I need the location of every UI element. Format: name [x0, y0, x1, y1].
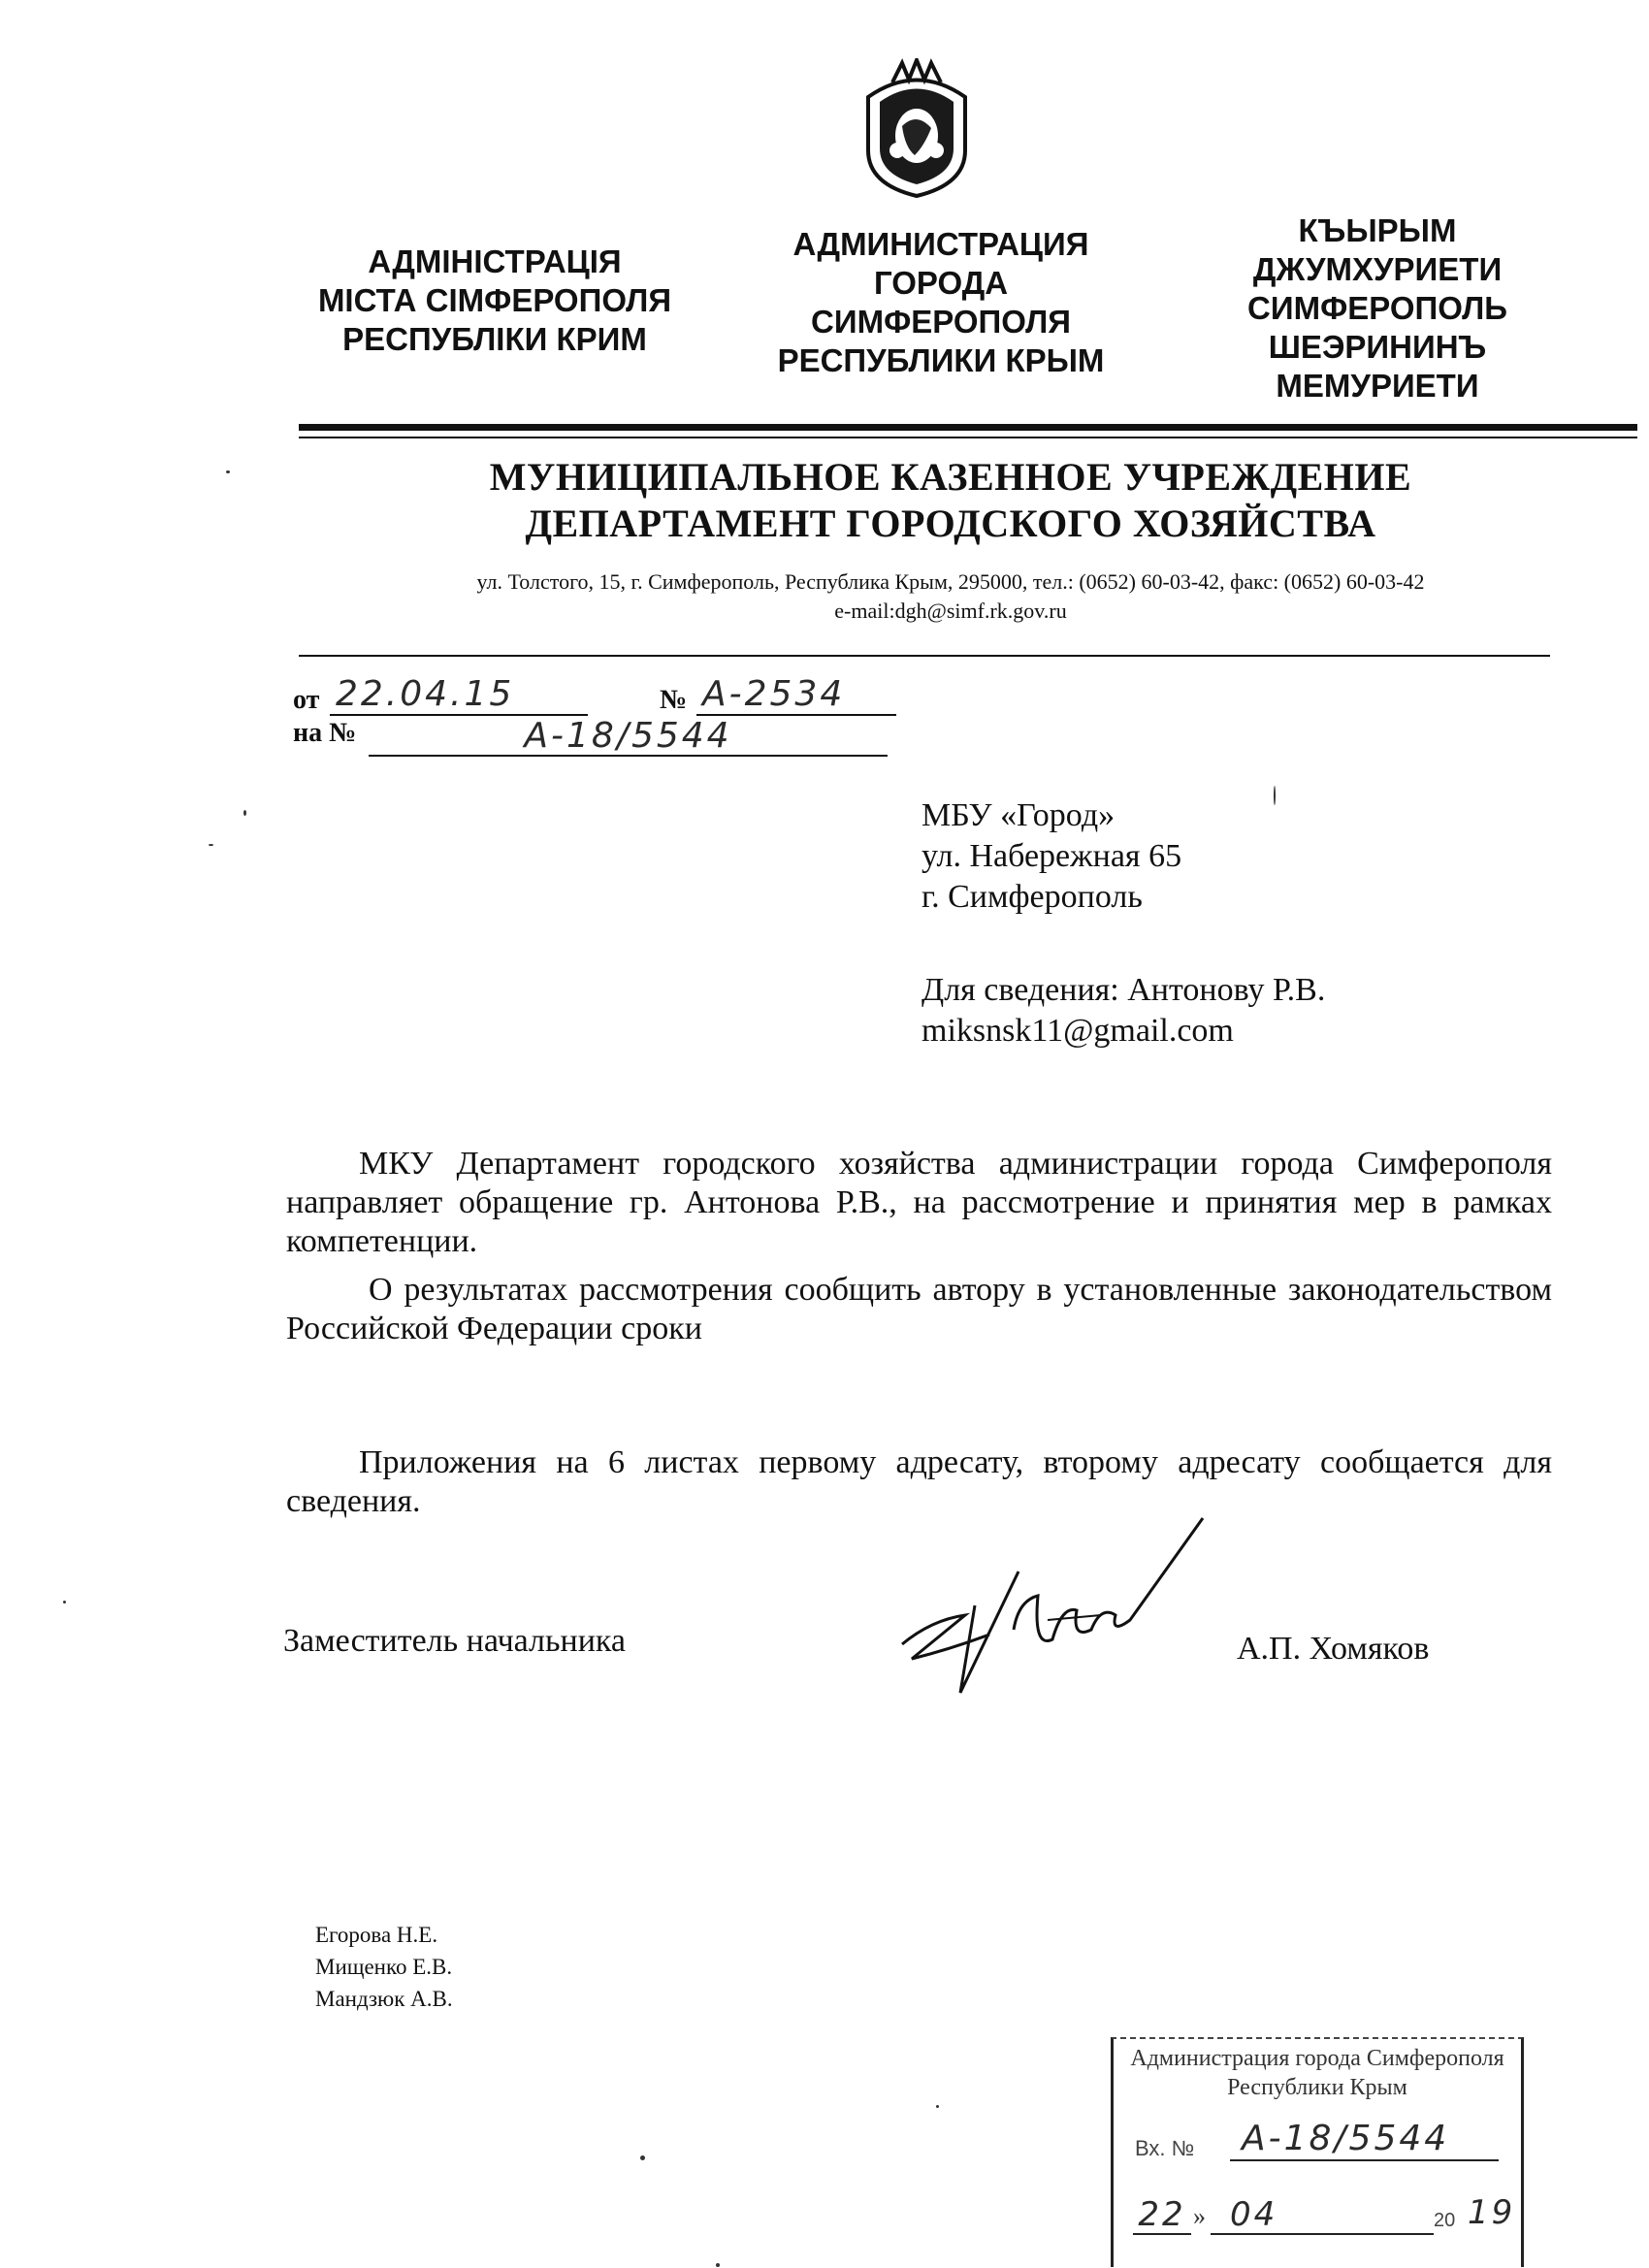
recipient-block	[922, 795, 1600, 918]
body-paragraph-1: МКУ Департамент городского хозяйства администрации города Симферополя направляет обращение гр. Антонова Р.В., на рассмотрение и принятия мер в рамках компетенции.	[286, 1146, 1552, 1259]
executor-name: Мищенко Е.В.	[315, 1955, 453, 1979]
outgoing-date: 22.04.15	[330, 675, 588, 716]
header-ukrainian	[301, 243, 689, 359]
body-paragraph-3: Приложения на 6 листах первому адресату, второму адресату сообщается для сведения.	[286, 1444, 1552, 1519]
recipient-email: miksnsk11@gmail.com	[922, 1013, 1234, 1049]
stamp-day: 22	[1133, 2196, 1191, 2235]
scan-speck	[63, 1601, 66, 1604]
header-ru-line: АДМИНИСТРАЦИЯ	[792, 226, 1089, 262]
header-ua-line: АДМІНІСТРАЦІЯ	[368, 243, 622, 279]
for-information-recipient: Для сведения: Антонову Р.В.	[922, 972, 1326, 1008]
outgoing-number: А-2534	[696, 675, 896, 716]
header-ct-line: ДЖУМХУРИЕТИ	[1252, 251, 1503, 287]
header-ru-line: ГОРОДА	[873, 265, 1009, 301]
stamp-quote-mark: »	[1193, 2202, 1206, 2230]
reference-number: А-18/5544	[369, 718, 888, 757]
executor-name: Мандзюк А.В.	[315, 1987, 453, 2011]
organization-line-2: ДЕПАРТАМЕНТ ГОРОДСКОГО ХОЗЯЙСТВА	[525, 502, 1376, 545]
stamp-year-prefix: 20	[1434, 2210, 1456, 2231]
header-ru-line: СИМФЕРОПОЛЯ	[811, 304, 1071, 340]
stamp-region: Республики Крым	[1227, 2075, 1407, 2100]
organization-address: ул. Толстого, 15, г. Симферополь, Республика Крым, 295000, тел.: (0652) 60-03-42, факс: (0652) 60-03-42	[476, 569, 1425, 594]
date-label: от	[293, 685, 320, 715]
scan-speck	[243, 810, 246, 816]
recipient-line: г. Симферополь	[922, 879, 1143, 915]
organization-line-1: МУНИЦИПАЛЬНОЕ КАЗЕННОЕ УЧРЕЖДЕНИЕ	[489, 455, 1412, 499]
stamp-incoming-label: Вх. №	[1135, 2136, 1195, 2160]
header-ua-line: МІСТА СІМФЕРОПОЛЯ	[317, 282, 672, 318]
executors-list	[315, 1919, 453, 2015]
reference-label: на №	[293, 718, 357, 748]
stamp-year: 19	[1468, 2193, 1516, 2232]
header-ct-line: МЕМУРИЕТИ	[1276, 368, 1479, 404]
header-ru-line: РЕСПУБЛИКИ КРЫМ	[777, 342, 1105, 378]
recipient-line: МБУ «Город»	[922, 797, 1116, 833]
incoming-registration-stamp	[1111, 2037, 1524, 2267]
executor-name: Егорова Н.Е.	[315, 1923, 438, 1947]
coat-of-arms-icon	[858, 58, 975, 199]
address-divider	[299, 655, 1550, 657]
header-ua-line: РЕСПУБЛІКИ КРИМ	[342, 321, 647, 357]
organization-email: e-mail:dgh@simf.rk.gov.ru	[834, 599, 1067, 623]
for-information-block	[922, 970, 1600, 1052]
recipient-line: ул. Набережная 65	[922, 838, 1182, 874]
organization-name	[320, 454, 1581, 547]
number-label: №	[660, 685, 688, 715]
stamp-organization: Администрация города Симферополя	[1130, 2046, 1504, 2071]
header-russian	[747, 225, 1135, 380]
header-divider-thin	[299, 437, 1637, 438]
signatory-name: А.П. Хомяков	[1237, 1631, 1430, 1667]
signatory-title: Заместитель начальника	[283, 1623, 627, 1659]
header-divider-thick	[299, 424, 1637, 431]
handwritten-signature	[892, 1513, 1212, 1698]
scan-speck	[716, 2263, 720, 2267]
header-ct-line: СИМФЕРОПОЛЬ	[1247, 290, 1507, 326]
scan-speck	[640, 2155, 645, 2160]
scan-speck	[209, 844, 213, 846]
stamp-month: 04	[1211, 2196, 1434, 2235]
header-ct-line: ШЕЭРИНИНЪ	[1268, 329, 1487, 365]
scan-speck	[936, 2105, 939, 2108]
body-paragraph-2: О результатах рассмотрения сообщить автору в установленные законодательством Российской Федерации сроки	[286, 1272, 1552, 1346]
scan-speck	[1274, 786, 1276, 805]
scan-speck	[226, 470, 230, 473]
stamp-incoming-number: А-18/5544	[1230, 2119, 1499, 2161]
organization-contacts	[320, 567, 1581, 626]
header-crimean-tatar	[1183, 211, 1571, 405]
header-ct-line: КЪЫРЫМ	[1298, 212, 1457, 248]
